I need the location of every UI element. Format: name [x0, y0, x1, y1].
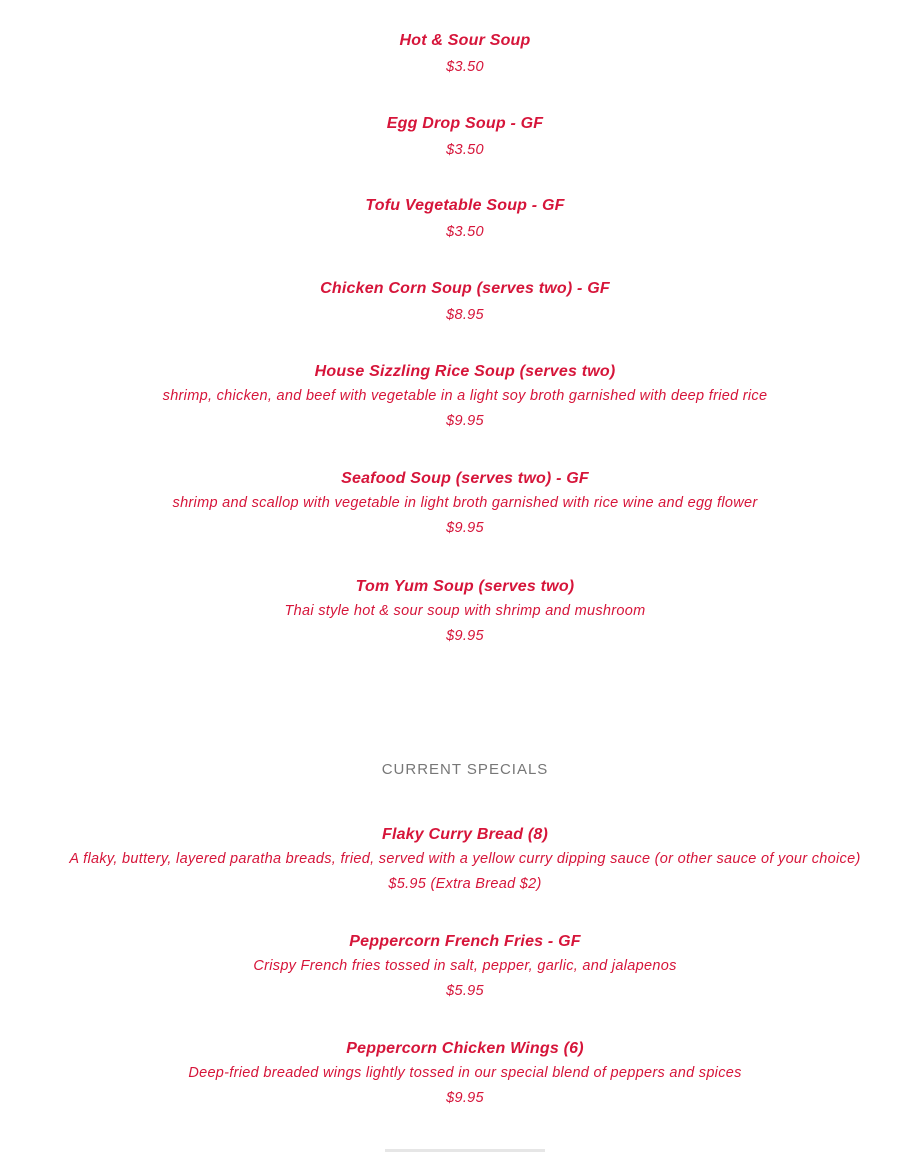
- item-price: $8.95: [446, 307, 484, 323]
- item-price: $9.95: [446, 628, 484, 644]
- item-description: shrimp, chicken, and beef with vegetable in a light soy broth garnished with deep fried rice: [162, 388, 768, 404]
- menu-item: [0, 577, 910, 645]
- item-description: Deep-fried breaded wings lightly tossed in our special blend of peppers and spices: [188, 1065, 742, 1081]
- item-name: Peppercorn French Fries - GF: [349, 933, 581, 950]
- menu-item: [0, 196, 910, 241]
- item-description: Crispy French fries tossed in salt, pepper, garlic, and jalapenos: [253, 958, 677, 974]
- item-name: House Sizzling Rice Soup (serves two): [314, 363, 616, 380]
- menu-item: [0, 469, 910, 537]
- item-price: $5.95 (Extra Bread $2): [388, 876, 542, 892]
- menu-item: [0, 362, 910, 430]
- menu-item: [0, 1039, 910, 1107]
- item-description: A flaky, buttery, layered paratha breads, fried, served with a yellow curry dipping sauce (or other sauce of your choice): [69, 851, 861, 867]
- item-name: Seafood Soup (serves two) - GF: [341, 470, 589, 487]
- item-description: Thai style hot & sour soup with shrimp and mushroom: [284, 603, 646, 619]
- item-price: $9.95: [446, 520, 484, 536]
- item-name: Chicken Corn Soup (serves two) - GF: [320, 280, 610, 297]
- menu-item: [0, 31, 910, 76]
- item-name: Egg Drop Soup - GF: [386, 115, 544, 132]
- item-price: $3.50: [446, 224, 484, 240]
- section-heading-specials: CURRENT SPECIALS: [381, 761, 549, 778]
- item-name: Tom Yum Soup (serves two): [355, 578, 575, 595]
- menu-item: [0, 932, 910, 1000]
- item-price: $5.95: [446, 983, 484, 999]
- item-price: $9.95: [446, 413, 484, 429]
- menu-item: [0, 279, 910, 324]
- item-name: Peppercorn Chicken Wings (6): [346, 1040, 584, 1057]
- item-name: Flaky Curry Bread (8): [381, 826, 549, 843]
- item-price: $3.50: [446, 142, 484, 158]
- menu-item: [0, 825, 910, 893]
- item-name: Tofu Vegetable Soup - GF: [365, 197, 565, 214]
- next-section-fragment: [0, 1140, 910, 1152]
- item-description: shrimp and scallop with vegetable in light broth garnished with rice wine and egg flower: [172, 495, 758, 511]
- item-name: Hot & Sour Soup: [399, 32, 531, 49]
- item-price: $9.95: [446, 1090, 484, 1106]
- menu-item: [0, 114, 910, 159]
- item-price: $3.50: [446, 59, 484, 75]
